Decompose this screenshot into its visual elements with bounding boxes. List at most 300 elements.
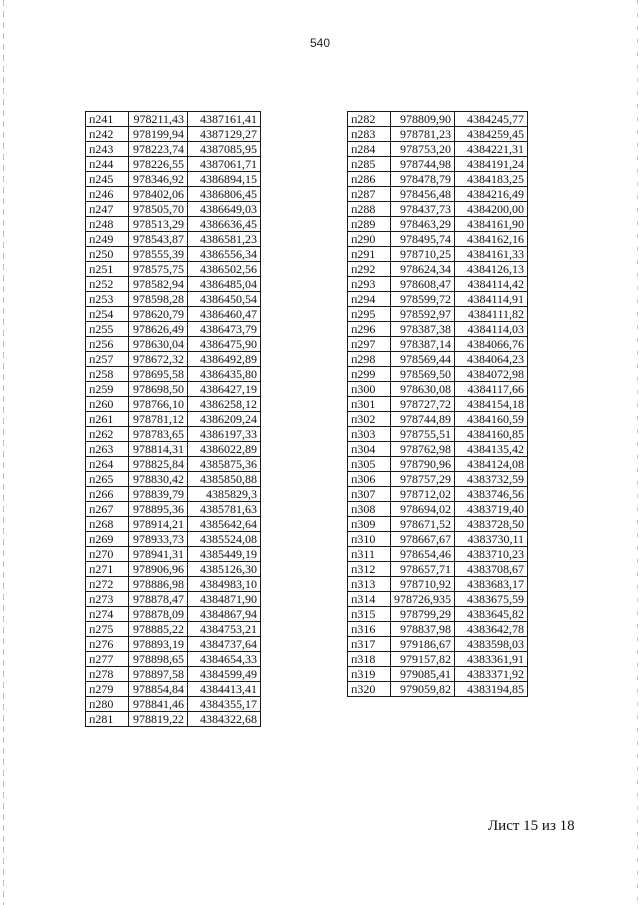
- table-row: [86, 442, 261, 457]
- x-coordinate-cell: 978630,04: [129, 337, 188, 352]
- coordinates-table-left: [85, 111, 261, 727]
- x-coordinate-cell: 979085,41: [391, 667, 455, 682]
- table-row: [86, 277, 261, 292]
- point-id-cell: п308: [348, 502, 391, 517]
- point-id-cell: п274: [86, 607, 129, 622]
- y-coordinate-cell: 4386492,89: [188, 352, 261, 367]
- table-row: [348, 277, 528, 292]
- table-row: [348, 442, 528, 457]
- table-row: [348, 667, 528, 682]
- point-id-cell: п298: [348, 352, 391, 367]
- table-row: [86, 487, 261, 502]
- table-row: [86, 697, 261, 712]
- y-coordinate-cell: 4384160,85: [455, 427, 528, 442]
- table-row: [86, 187, 261, 202]
- table-row: [86, 547, 261, 562]
- x-coordinate-cell: 979157,82: [391, 652, 455, 667]
- y-coordinate-cell: 4384322,68: [188, 712, 261, 727]
- y-coordinate-cell: 4383732,59: [455, 472, 528, 487]
- table-row: [348, 502, 528, 517]
- y-coordinate-cell: 4386475,90: [188, 337, 261, 352]
- point-id-cell: п292: [348, 262, 391, 277]
- x-coordinate-cell: 978744,89: [391, 412, 455, 427]
- point-id-cell: п245: [86, 172, 129, 187]
- point-id-cell: п276: [86, 637, 129, 652]
- point-id-cell: п273: [86, 592, 129, 607]
- y-coordinate-cell: 4385449,19: [188, 547, 261, 562]
- point-id-cell: п264: [86, 457, 129, 472]
- y-coordinate-cell: 4384867,94: [188, 607, 261, 622]
- point-id-cell: п290: [348, 232, 391, 247]
- x-coordinate-cell: 979059,82: [391, 682, 455, 697]
- point-id-cell: п311: [348, 547, 391, 562]
- table-row: [348, 487, 528, 502]
- point-id-cell: п271: [86, 562, 129, 577]
- x-coordinate-cell: 978854,84: [129, 682, 188, 697]
- point-id-cell: п246: [86, 187, 129, 202]
- x-coordinate-cell: 978667,67: [391, 532, 455, 547]
- point-id-cell: п257: [86, 352, 129, 367]
- table-row: [86, 412, 261, 427]
- x-coordinate-cell: 978599,72: [391, 292, 455, 307]
- x-coordinate-cell: 978226,55: [129, 157, 188, 172]
- point-id-cell: п275: [86, 622, 129, 637]
- y-coordinate-cell: 4386581,23: [188, 232, 261, 247]
- point-id-cell: п314: [348, 592, 391, 607]
- x-coordinate-cell: 978766,10: [129, 397, 188, 412]
- table-row: [348, 637, 528, 652]
- x-coordinate-cell: 978478,79: [391, 172, 455, 187]
- x-coordinate-cell: 978710,25: [391, 247, 455, 262]
- table-row: [86, 367, 261, 382]
- x-coordinate-cell: 978886,98: [129, 577, 188, 592]
- x-coordinate-cell: 978906,96: [129, 562, 188, 577]
- point-id-cell: п277: [86, 652, 129, 667]
- table-row: [86, 532, 261, 547]
- point-id-cell: п301: [348, 397, 391, 412]
- point-id-cell: п280: [86, 697, 129, 712]
- table-row: [348, 562, 528, 577]
- y-coordinate-cell: 4384126,13: [455, 262, 528, 277]
- y-coordinate-cell: 4383730,11: [455, 532, 528, 547]
- y-coordinate-cell: 4386450,54: [188, 292, 261, 307]
- y-coordinate-cell: 4383361,91: [455, 652, 528, 667]
- point-id-cell: п302: [348, 412, 391, 427]
- y-coordinate-cell: 4384117,66: [455, 382, 528, 397]
- table-row: [86, 577, 261, 592]
- x-coordinate-cell: 978630,08: [391, 382, 455, 397]
- table-row: [348, 217, 528, 232]
- x-coordinate-cell: 978694,02: [391, 502, 455, 517]
- table-row: [348, 517, 528, 532]
- y-coordinate-cell: 4383194,85: [455, 682, 528, 697]
- point-id-cell: п303: [348, 427, 391, 442]
- x-coordinate-cell: 978814,31: [129, 442, 188, 457]
- point-id-cell: п288: [348, 202, 391, 217]
- table-row: [86, 607, 261, 622]
- table-row: [86, 427, 261, 442]
- y-coordinate-cell: 4386806,45: [188, 187, 261, 202]
- scan-edge-right: [637, 0, 638, 905]
- table-row: [348, 157, 528, 172]
- x-coordinate-cell: 978933,73: [129, 532, 188, 547]
- y-coordinate-cell: 4386649,03: [188, 202, 261, 217]
- y-coordinate-cell: 4386022,89: [188, 442, 261, 457]
- x-coordinate-cell: 978837,98: [391, 622, 455, 637]
- point-id-cell: п313: [348, 577, 391, 592]
- y-coordinate-cell: 4384216,49: [455, 187, 528, 202]
- table-row: [86, 667, 261, 682]
- table-row: [86, 502, 261, 517]
- table-row: [348, 247, 528, 262]
- point-id-cell: п269: [86, 532, 129, 547]
- table-row: [348, 367, 528, 382]
- point-id-cell: п248: [86, 217, 129, 232]
- scan-edge-left: [3, 0, 4, 905]
- y-coordinate-cell: 4384753,21: [188, 622, 261, 637]
- y-coordinate-cell: 4386435,80: [188, 367, 261, 382]
- point-id-cell: п294: [348, 292, 391, 307]
- point-id-cell: п299: [348, 367, 391, 382]
- point-id-cell: п320: [348, 682, 391, 697]
- table-row: [86, 292, 261, 307]
- x-coordinate-cell: 978598,28: [129, 292, 188, 307]
- x-coordinate-cell: 978941,31: [129, 547, 188, 562]
- x-coordinate-cell: 978830,42: [129, 472, 188, 487]
- table-row: [86, 517, 261, 532]
- point-id-cell: п263: [86, 442, 129, 457]
- point-id-cell: п243: [86, 142, 129, 157]
- point-id-cell: п241: [86, 112, 129, 127]
- x-coordinate-cell: 978211,43: [129, 112, 188, 127]
- y-coordinate-cell: 4386894,15: [188, 172, 261, 187]
- y-coordinate-cell: 4387161,41: [188, 112, 261, 127]
- point-id-cell: п300: [348, 382, 391, 397]
- point-id-cell: п297: [348, 337, 391, 352]
- coordinates-table-right: [347, 111, 528, 697]
- point-id-cell: п262: [86, 427, 129, 442]
- y-coordinate-cell: 4386636,45: [188, 217, 261, 232]
- table-row: [86, 472, 261, 487]
- x-coordinate-cell: 978495,74: [391, 232, 455, 247]
- y-coordinate-cell: 4386258,12: [188, 397, 261, 412]
- x-coordinate-cell: 978762,98: [391, 442, 455, 457]
- y-coordinate-cell: 4387085,95: [188, 142, 261, 157]
- point-id-cell: п317: [348, 637, 391, 652]
- x-coordinate-cell: 978895,36: [129, 502, 188, 517]
- table-row: [348, 592, 528, 607]
- y-coordinate-cell: 4385829,3: [188, 487, 261, 502]
- x-coordinate-cell: 978727,72: [391, 397, 455, 412]
- y-coordinate-cell: 4385642,64: [188, 517, 261, 532]
- y-coordinate-cell: 4383645,82: [455, 607, 528, 622]
- point-id-cell: п279: [86, 682, 129, 697]
- y-coordinate-cell: 4383642,78: [455, 622, 528, 637]
- point-id-cell: п304: [348, 442, 391, 457]
- point-id-cell: п285: [348, 157, 391, 172]
- x-coordinate-cell: 978575,75: [129, 262, 188, 277]
- y-coordinate-cell: 4385126,30: [188, 562, 261, 577]
- x-coordinate-cell: 978841,46: [129, 697, 188, 712]
- x-coordinate-cell: 978819,22: [129, 712, 188, 727]
- table-row: [348, 262, 528, 277]
- sheet-label: Лист 15 из 18: [488, 818, 575, 834]
- point-id-cell: п251: [86, 262, 129, 277]
- table-row: [86, 157, 261, 172]
- table-row: [86, 172, 261, 187]
- table-row: [348, 307, 528, 322]
- x-coordinate-cell: 978781,23: [391, 127, 455, 142]
- y-coordinate-cell: 4384983,10: [188, 577, 261, 592]
- point-id-cell: п253: [86, 292, 129, 307]
- point-id-cell: п265: [86, 472, 129, 487]
- table-row: [348, 232, 528, 247]
- y-coordinate-cell: 4384114,03: [455, 322, 528, 337]
- y-coordinate-cell: 4384871,90: [188, 592, 261, 607]
- x-coordinate-cell: 978885,22: [129, 622, 188, 637]
- table-row: [348, 532, 528, 547]
- y-coordinate-cell: 4383598,03: [455, 637, 528, 652]
- table-row: [348, 457, 528, 472]
- table-row: [348, 397, 528, 412]
- x-coordinate-cell: 978753,20: [391, 142, 455, 157]
- y-coordinate-cell: 4386556,34: [188, 247, 261, 262]
- x-coordinate-cell: 978825,84: [129, 457, 188, 472]
- table-row: [86, 352, 261, 367]
- y-coordinate-cell: 4387129,27: [188, 127, 261, 142]
- table-row: [348, 652, 528, 667]
- table-row: [348, 337, 528, 352]
- table-row: [86, 682, 261, 697]
- x-coordinate-cell: 978387,38: [391, 322, 455, 337]
- x-coordinate-cell: 979186,67: [391, 637, 455, 652]
- y-coordinate-cell: 4386427,19: [188, 382, 261, 397]
- point-id-cell: п282: [348, 112, 391, 127]
- table-row: [348, 202, 528, 217]
- table-row: [86, 232, 261, 247]
- point-id-cell: п307: [348, 487, 391, 502]
- table-row: [348, 682, 528, 697]
- x-coordinate-cell: 978799,29: [391, 607, 455, 622]
- point-id-cell: п244: [86, 157, 129, 172]
- table-row: [348, 292, 528, 307]
- point-id-cell: п286: [348, 172, 391, 187]
- x-coordinate-cell: 978755,51: [391, 427, 455, 442]
- page-number: 540: [309, 36, 331, 50]
- x-coordinate-cell: 978569,44: [391, 352, 455, 367]
- table-row: [348, 427, 528, 442]
- y-coordinate-cell: 4384066,76: [455, 337, 528, 352]
- y-coordinate-cell: 4386209,24: [188, 412, 261, 427]
- point-id-cell: п255: [86, 322, 129, 337]
- y-coordinate-cell: 4383728,50: [455, 517, 528, 532]
- point-id-cell: п281: [86, 712, 129, 727]
- table-row: [86, 307, 261, 322]
- x-coordinate-cell: 978654,46: [391, 547, 455, 562]
- y-coordinate-cell: 4384114,91: [455, 292, 528, 307]
- table-row: [86, 637, 261, 652]
- x-coordinate-cell: 978456,48: [391, 187, 455, 202]
- x-coordinate-cell: 978790,96: [391, 457, 455, 472]
- x-coordinate-cell: 978223,74: [129, 142, 188, 157]
- table-row: [348, 127, 528, 142]
- x-coordinate-cell: 978893,19: [129, 637, 188, 652]
- x-coordinate-cell: 978569,50: [391, 367, 455, 382]
- point-id-cell: п296: [348, 322, 391, 337]
- y-coordinate-cell: 4383675,59: [455, 592, 528, 607]
- y-coordinate-cell: 4384200,00: [455, 202, 528, 217]
- table-row: [86, 382, 261, 397]
- table-row: [86, 592, 261, 607]
- point-id-cell: п266: [86, 487, 129, 502]
- x-coordinate-cell: 978897,58: [129, 667, 188, 682]
- y-coordinate-cell: 4383710,23: [455, 547, 528, 562]
- y-coordinate-cell: 4385781,63: [188, 502, 261, 517]
- y-coordinate-cell: 4383683,17: [455, 577, 528, 592]
- table-row: [86, 322, 261, 337]
- x-coordinate-cell: 978710,92: [391, 577, 455, 592]
- table-row: [86, 562, 261, 577]
- y-coordinate-cell: 4386460,47: [188, 307, 261, 322]
- point-id-cell: п250: [86, 247, 129, 262]
- y-coordinate-cell: 4384111,82: [455, 307, 528, 322]
- y-coordinate-cell: 4384259,45: [455, 127, 528, 142]
- y-coordinate-cell: 4384064,23: [455, 352, 528, 367]
- table-row: [348, 187, 528, 202]
- y-coordinate-cell: 4384183,25: [455, 172, 528, 187]
- y-coordinate-cell: 4386502,56: [188, 262, 261, 277]
- x-coordinate-cell: 978781,12: [129, 412, 188, 427]
- y-coordinate-cell: 4385875,36: [188, 457, 261, 472]
- y-coordinate-cell: 4384413,41: [188, 682, 261, 697]
- point-id-cell: п310: [348, 532, 391, 547]
- y-coordinate-cell: 4383719,40: [455, 502, 528, 517]
- x-coordinate-cell: 978672,32: [129, 352, 188, 367]
- x-coordinate-cell: 978744,98: [391, 157, 455, 172]
- x-coordinate-cell: 978914,21: [129, 517, 188, 532]
- x-coordinate-cell: 978543,87: [129, 232, 188, 247]
- x-coordinate-cell: 978387,14: [391, 337, 455, 352]
- point-id-cell: п278: [86, 667, 129, 682]
- x-coordinate-cell: 978757,29: [391, 472, 455, 487]
- x-coordinate-cell: 978898,65: [129, 652, 188, 667]
- x-coordinate-cell: 978839,79: [129, 487, 188, 502]
- table-row: [86, 622, 261, 637]
- table-row: [86, 262, 261, 277]
- x-coordinate-cell: 978878,47: [129, 592, 188, 607]
- x-coordinate-cell: 978402,06: [129, 187, 188, 202]
- x-coordinate-cell: 978608,47: [391, 277, 455, 292]
- table-row: [86, 712, 261, 727]
- table-row: [348, 142, 528, 157]
- point-id-cell: п309: [348, 517, 391, 532]
- y-coordinate-cell: 4384245,77: [455, 112, 528, 127]
- table-row: [86, 397, 261, 412]
- y-coordinate-cell: 4384154,18: [455, 397, 528, 412]
- point-id-cell: п270: [86, 547, 129, 562]
- table-row: [86, 247, 261, 262]
- point-id-cell: п252: [86, 277, 129, 292]
- point-id-cell: п315: [348, 607, 391, 622]
- table-row: [86, 337, 261, 352]
- y-coordinate-cell: 4387061,71: [188, 157, 261, 172]
- y-coordinate-cell: 4384355,17: [188, 697, 261, 712]
- x-coordinate-cell: 978624,34: [391, 262, 455, 277]
- table-row: [348, 322, 528, 337]
- point-id-cell: п256: [86, 337, 129, 352]
- y-coordinate-cell: 4386197,33: [188, 427, 261, 442]
- y-coordinate-cell: 4384072,98: [455, 367, 528, 382]
- table-row: [348, 352, 528, 367]
- table-row: [348, 472, 528, 487]
- x-coordinate-cell: 978626,49: [129, 322, 188, 337]
- point-id-cell: п249: [86, 232, 129, 247]
- table-row: [348, 577, 528, 592]
- table-row: [86, 142, 261, 157]
- point-id-cell: п247: [86, 202, 129, 217]
- point-id-cell: п272: [86, 577, 129, 592]
- x-coordinate-cell: 978695,58: [129, 367, 188, 382]
- y-coordinate-cell: 4386485,04: [188, 277, 261, 292]
- point-id-cell: п259: [86, 382, 129, 397]
- table-row: [86, 202, 261, 217]
- point-id-cell: п287: [348, 187, 391, 202]
- y-coordinate-cell: 4383708,67: [455, 562, 528, 577]
- y-coordinate-cell: 4383746,56: [455, 487, 528, 502]
- table-row: [86, 457, 261, 472]
- y-coordinate-cell: 4385524,08: [188, 532, 261, 547]
- y-coordinate-cell: 4384114,42: [455, 277, 528, 292]
- x-coordinate-cell: 978346,92: [129, 172, 188, 187]
- y-coordinate-cell: 4384161,90: [455, 217, 528, 232]
- point-id-cell: п293: [348, 277, 391, 292]
- x-coordinate-cell: 978513,29: [129, 217, 188, 232]
- x-coordinate-cell: 978726,935: [391, 592, 455, 607]
- point-id-cell: п291: [348, 247, 391, 262]
- y-coordinate-cell: 4384160,59: [455, 412, 528, 427]
- x-coordinate-cell: 978505,70: [129, 202, 188, 217]
- x-coordinate-cell: 978555,39: [129, 247, 188, 262]
- table-row: [348, 412, 528, 427]
- point-id-cell: п319: [348, 667, 391, 682]
- y-coordinate-cell: 4386473,79: [188, 322, 261, 337]
- table-row: [348, 622, 528, 637]
- table-row: [86, 112, 261, 127]
- x-coordinate-cell: 978878,09: [129, 607, 188, 622]
- x-coordinate-cell: 978657,71: [391, 562, 455, 577]
- point-id-cell: п316: [348, 622, 391, 637]
- table-row: [348, 112, 528, 127]
- point-id-cell: п284: [348, 142, 391, 157]
- y-coordinate-cell: 4384599,49: [188, 667, 261, 682]
- point-id-cell: п295: [348, 307, 391, 322]
- x-coordinate-cell: 978463,29: [391, 217, 455, 232]
- y-coordinate-cell: 4384135,42: [455, 442, 528, 457]
- point-id-cell: п305: [348, 457, 391, 472]
- point-id-cell: п283: [348, 127, 391, 142]
- x-coordinate-cell: 978437,73: [391, 202, 455, 217]
- x-coordinate-cell: 978783,65: [129, 427, 188, 442]
- x-coordinate-cell: 978698,50: [129, 382, 188, 397]
- point-id-cell: п267: [86, 502, 129, 517]
- table-row: [348, 607, 528, 622]
- point-id-cell: п289: [348, 217, 391, 232]
- point-id-cell: п312: [348, 562, 391, 577]
- x-coordinate-cell: 978712,02: [391, 487, 455, 502]
- point-id-cell: п318: [348, 652, 391, 667]
- y-coordinate-cell: 4384162,16: [455, 232, 528, 247]
- x-coordinate-cell: 978809,90: [391, 112, 455, 127]
